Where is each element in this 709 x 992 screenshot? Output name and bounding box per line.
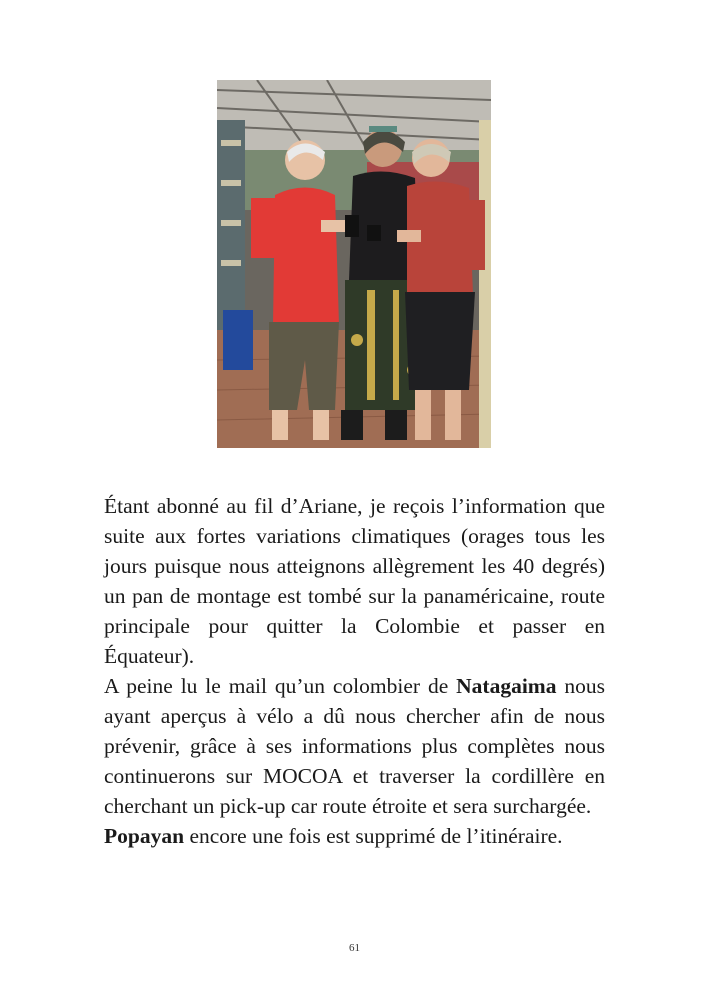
body-text — [104, 491, 605, 851]
paragraph-3-rest: encore une fois est supprimé de l’itinéraire. — [184, 824, 563, 848]
paragraph-1-text: Étant abonné au fil d’Ariane, je reçois l’information que suite aux fortes variations climatiques (orages tous les jours puisque nous atteignons allègrement les 40 degrés) un pan de montage est tombé sur la panaméricaine, route principale pour quitter la Colombie et passer en Équateur). — [104, 494, 605, 668]
paragraph-3 — [104, 821, 605, 851]
photo — [217, 80, 491, 448]
place-name-popayan: Popayan — [104, 824, 185, 848]
paragraph-1 — [104, 491, 605, 671]
paragraph-2-rest: nous ayant aperçus à vélo a dû nous chercher afin de nous prévenir, grâce à ses informations plus complètes nous continuerons sur MOCOA et traverser la cordillère en cherchant un pick-up car route étroite et sera surchargée. — [104, 674, 605, 818]
paragraph-2-lead: A peine lu le mail qu’un colombier de — [104, 674, 457, 698]
photo-three-women-looking-at-phone-icon — [217, 80, 491, 448]
paragraph-2 — [104, 671, 605, 821]
place-name-natagaima: Natagaima — [456, 674, 557, 698]
page-number: 61 — [349, 942, 360, 954]
